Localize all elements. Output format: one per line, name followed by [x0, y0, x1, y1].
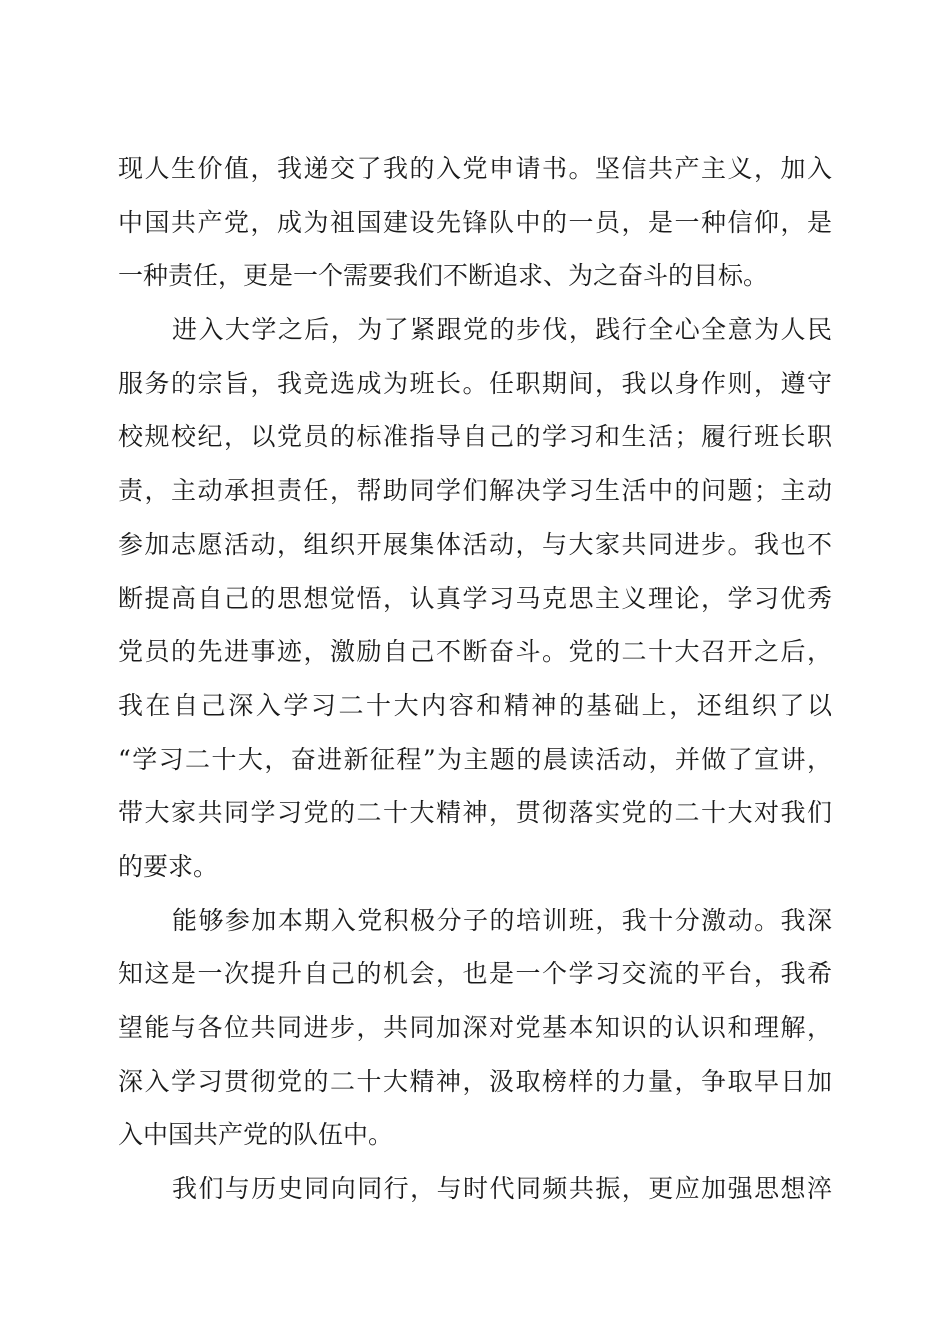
text-line: 中国共产党，成为祖国建设先锋队中的一员，是一种信仰，是 — [118, 207, 832, 237]
text-line: 入中国共产党的队伍中。 — [118, 1120, 394, 1150]
text-line: 的要求。 — [118, 851, 219, 881]
paragraph-first-line: 进入大学之后，为了紧跟党的步伐，践行全心全意为人民 — [172, 315, 832, 345]
document-body — [118, 142, 832, 1216]
text-line: 现人生价值，我递交了我的入党申请书。坚信共产主义，加入 — [118, 154, 832, 183]
text-line: 望能与各位共同进步，共同加深对党基本知识的认识和理解， — [118, 1013, 832, 1042]
text-line: 一种责任，更是一个需要我们不断追求、为之奋斗的目标。 — [118, 261, 769, 291]
text-line: 参加志愿活动，组织开展集体活动，与大家共同进步。我也不 — [118, 529, 832, 559]
text-line: 深入学习贯彻党的二十大精神，汲取榜样的力量，争取早日加 — [118, 1066, 832, 1096]
text-line: “学习二十大，奋进新征程”为主题的晨读活动，并做了宣讲， — [118, 744, 832, 774]
text-line: 我在自己深入学习二十大内容和精神的基础上，还组织了以 — [118, 690, 832, 720]
paragraph-first-line: 我们与历史同向同行，与时代同频共振，更应加强思想淬 — [172, 1174, 832, 1204]
text-line: 带大家共同学习党的二十大精神，贯彻落实党的二十大对我们 — [118, 798, 832, 828]
text-line: 断提高自己的思想觉悟，认真学习马克思主义理论，学习优秀 — [118, 583, 832, 613]
text-line: 党员的先进事迹，激励自己不断奋斗。党的二十大召开之后， — [118, 637, 832, 667]
text-line: 服务的宗旨，我竞选成为班长。任职期间，我以身作则，遵守 — [118, 368, 832, 398]
paragraph-first-line: 能够参加本期入党积极分子的培训班，我十分激动。我深 — [172, 905, 832, 935]
text-line: 校规校纪，以党员的标准指导自己的学习和生活；履行班长职 — [118, 422, 832, 452]
text-line: 责，主动承担责任，帮助同学们解决学习生活中的问题；主动 — [118, 476, 832, 506]
text-line: 知这是一次提升自己的机会，也是一个学习交流的平台，我希 — [118, 959, 832, 989]
